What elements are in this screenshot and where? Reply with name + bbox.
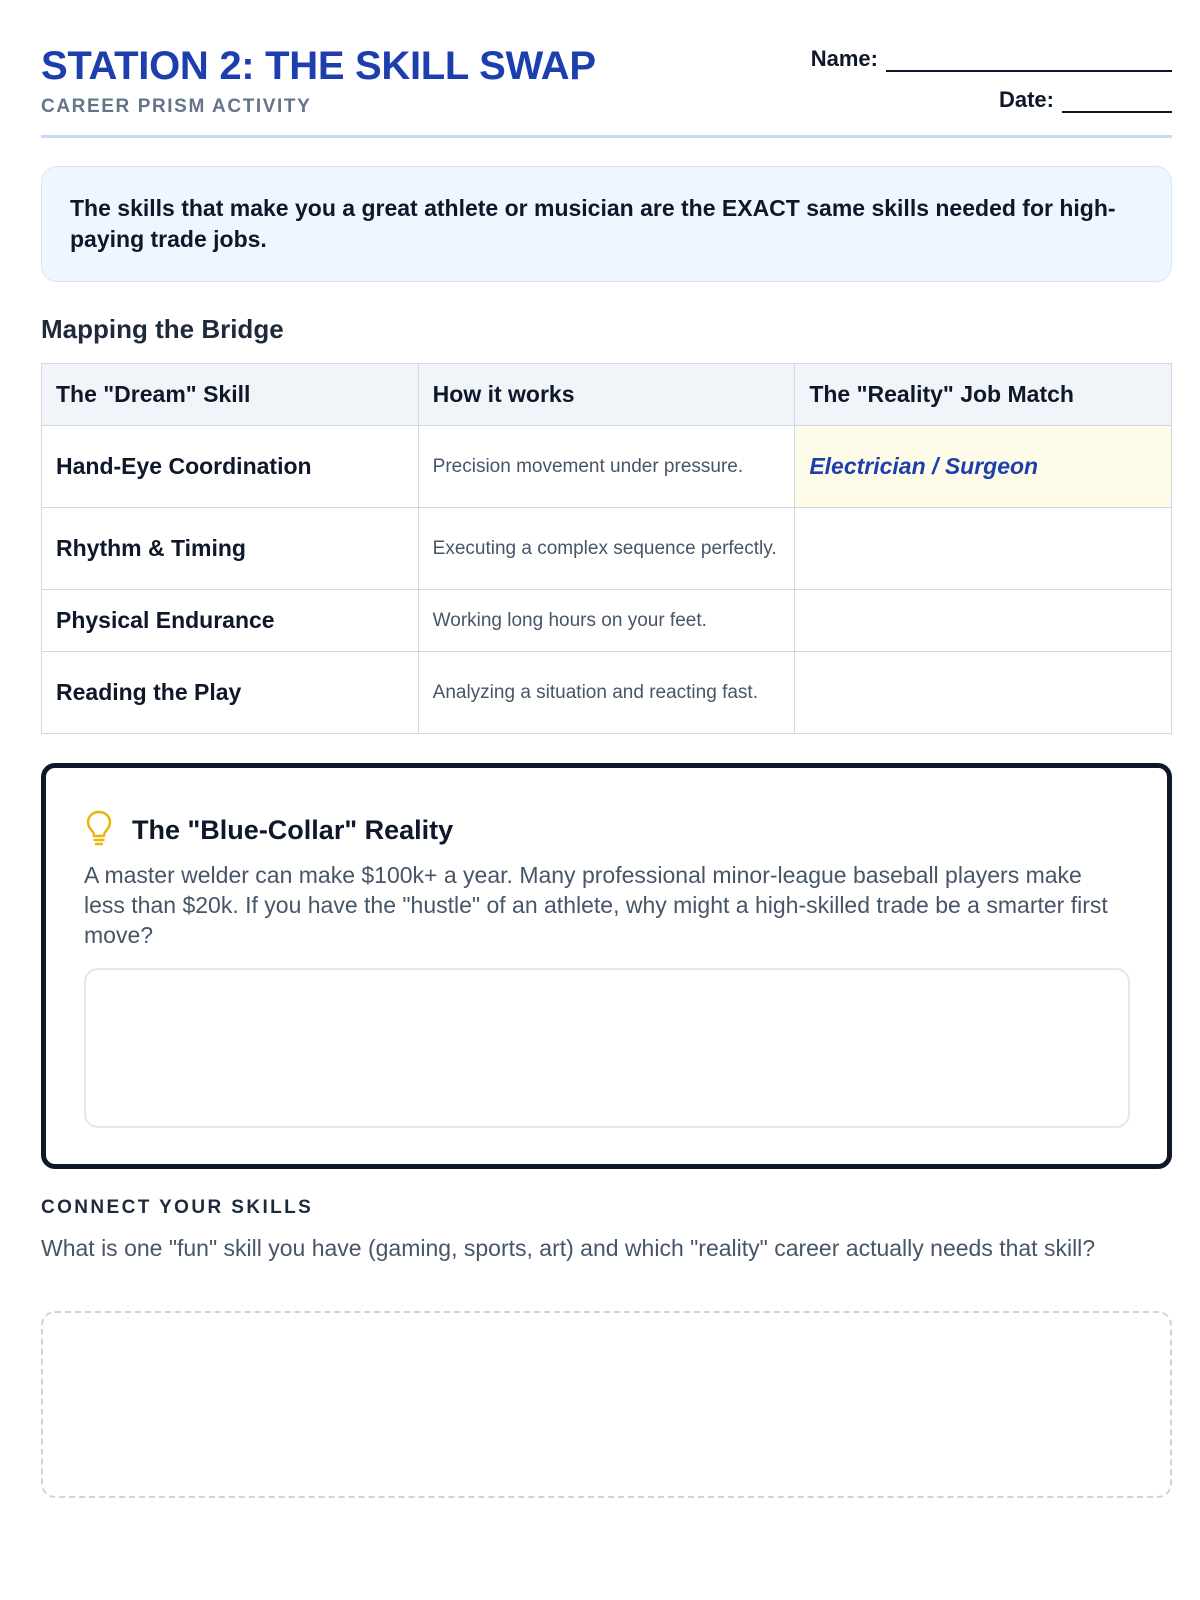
job-match-cell[interactable] [795,590,1172,652]
section-title: Mapping the Bridge [41,314,284,344]
how-cell: Executing a complex sequence perfectly. [418,508,795,590]
worksheet-header [41,0,1172,138]
table-row [42,652,1172,734]
how-cell: Analyzing a situation and reacting fast. [418,652,795,734]
how-cell: Working long hours on your feet. [418,590,795,652]
job-match-cell[interactable] [795,508,1172,590]
connect-skills-question: What is one "fun" skill you have (gaming, sports, art) and which "reality" career actually needs that skill? [41,1235,1096,1261]
connect-skills-label: CONNECT YOUR SKILLS [41,1197,314,1218]
job-match-cell[interactable]: Electrician / Surgeon [795,426,1172,508]
column-header-how-it-works: How it works [418,364,795,426]
job-match-cell[interactable] [795,652,1172,734]
skill-cell: Physical Endurance [42,590,419,652]
how-cell: Precision movement under pressure. [418,426,795,508]
connect-answer-box[interactable] [41,1311,1172,1498]
date-label: Date: [998,87,1054,112]
reality-answer-box[interactable] [84,968,1130,1128]
name-field[interactable] [811,46,1172,72]
column-header-dream-skill: The "Dream" Skill [42,364,419,426]
skill-cell: Reading the Play [42,652,419,734]
reality-prompt-text: A master welder can make $100k+ a year. Many professional minor-league baseball players make less than $20k. If you have the "hustle" of an athlete, why might a high-skilled trade be a smarter first move? [84,862,1108,948]
reality-title: The "Blue-Collar" Reality [132,815,454,845]
intro-callout [41,166,1172,282]
callout-text: The skills that make you a great athlete or musician are the EXACT same skills needed for high-paying trade jobs. [70,195,1116,252]
date-blank-line[interactable] [1062,93,1172,113]
name-blank-line[interactable] [886,52,1172,72]
name-label: Name: [810,46,878,71]
date-field[interactable] [999,87,1172,113]
table-row [42,426,1172,508]
table-row [42,508,1172,590]
column-header-job-match: The "Reality" Job Match [795,364,1172,426]
skill-cell: Rhythm & Timing [42,508,419,590]
lightbulb-icon [84,810,132,851]
skill-cell: Hand-Eye Coordination [42,426,419,508]
blue-collar-reality-box [41,763,1172,1169]
reality-heading [84,810,453,851]
page-title: STATION 2: THE SKILL SWAP [41,44,596,88]
page-subtitle: CAREER PRISM ACTIVITY [41,96,312,117]
worksheet-page [41,0,1172,1261]
table-row [42,590,1172,652]
skill-bridge-table [41,363,1172,734]
table-header-row [42,364,1172,426]
